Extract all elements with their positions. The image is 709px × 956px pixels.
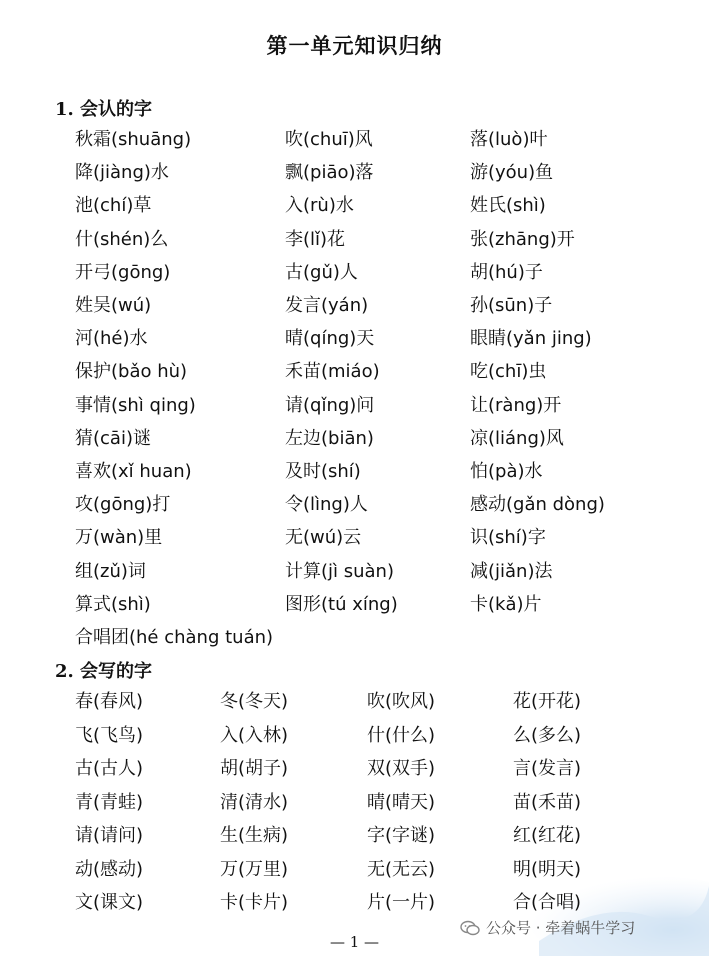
- vocab-item: 文(课文): [75, 892, 144, 913]
- watermark-text: 公众号 · 牵着蜗牛学习: [486, 919, 636, 937]
- page-number: — 1 —: [329, 933, 380, 951]
- vocab-item: 吃(chī)虫: [470, 361, 547, 383]
- vocab-item: 什(什么): [367, 724, 436, 746]
- vocab-item: 春(春风): [75, 691, 144, 712]
- vocab-item: 清(清水): [220, 791, 289, 813]
- vocab-item: 姓吴(wú): [75, 295, 152, 316]
- vocab-item: 降(jiàng)水: [75, 162, 169, 184]
- vocab-item: 请(请问): [75, 825, 144, 846]
- section-heading-write: 2. 会写的字: [55, 661, 153, 682]
- vocab-item: 万(wàn)里: [75, 527, 163, 549]
- vocab-item: 请(qǐng)问: [285, 394, 375, 416]
- vocab-item: 吹(chuī)风: [285, 129, 373, 150]
- vocab-item: 事情(shì qing): [75, 394, 196, 416]
- vocab-item: 开弓(gōng): [75, 261, 171, 283]
- vocab-item: 发言(yán): [285, 295, 369, 316]
- vocab-item: 游(yóu)鱼: [470, 162, 554, 184]
- vocab-item: 卡(卡片): [220, 892, 289, 913]
- vocab-item: 晴(qíng)天: [285, 328, 375, 350]
- vocab-item: 飞(飞鸟): [75, 724, 144, 746]
- vocab-item: 眼睛(yǎn jing): [470, 328, 592, 350]
- vocab-item: 胡(hú)子: [470, 261, 543, 283]
- vocab-item: 古(gǔ)人: [285, 261, 358, 283]
- vocab-item: 喜欢(xǐ huan): [75, 461, 192, 482]
- vocab-item: 池(chí)草: [75, 195, 152, 217]
- vocab-item: 合唱团(hé chàng tuán): [75, 627, 274, 648]
- vocab-item: 左边(biān): [285, 427, 374, 449]
- page-title: 第一单元知识归纳: [266, 33, 443, 58]
- vocab-item: 晴(晴天): [367, 791, 436, 813]
- vocab-item: 无(wú)云: [285, 527, 362, 549]
- vocab-item: 入(入林): [220, 724, 289, 746]
- vocab-item: 张(zhāng)开: [470, 228, 575, 250]
- vocab-item: 胡(胡子): [220, 758, 289, 779]
- vocab-item: 双(双手): [367, 758, 436, 779]
- vocab-item: 动(感动): [75, 858, 144, 880]
- vocab-item: 入(rù)水: [285, 195, 354, 217]
- vocab-item: 组(zǔ)词: [75, 560, 146, 582]
- vocab-item: 猜(cāi)谜: [75, 427, 151, 449]
- vocab-item: 河(hé)水: [75, 328, 148, 350]
- vocab-item: 什(shén)么: [75, 228, 169, 250]
- vocab-item: 李(lǐ)花: [285, 228, 346, 250]
- vocab-item: 苗(禾苗): [513, 791, 582, 813]
- vocab-item: 姓氏(shì): [470, 195, 546, 217]
- vocab-item: 红(红花): [513, 825, 582, 846]
- vocab-item: 落(luò)叶: [470, 129, 548, 150]
- vocab-item: 感动(gǎn dòng): [470, 494, 605, 516]
- vocab-item: 秋霜(shuāng): [75, 129, 192, 150]
- vocab-item: 生(生病): [220, 825, 289, 846]
- vocab-item: 青(青蛙): [75, 791, 144, 813]
- vocab-item: 怕(pà)水: [470, 461, 543, 482]
- vocab-item: 让(ràng)开: [470, 394, 562, 416]
- vocab-item: 合(合唱): [513, 892, 582, 913]
- vocab-item: 吹(吹风): [367, 691, 436, 712]
- vocab-item: 计算(jì suàn): [285, 560, 394, 582]
- vocab-item: 凉(liáng)风: [470, 427, 564, 449]
- vocab-item: 花(开花): [513, 691, 582, 712]
- vocab-item: 字(字谜): [367, 825, 436, 846]
- vocab-item: 飘(piāo)落: [285, 162, 374, 184]
- vocab-item: 万(万里): [220, 858, 289, 880]
- vocab-item: 冬(冬天): [220, 691, 289, 712]
- vocab-item: 减(jiǎn)法: [470, 560, 553, 582]
- vocab-item: 无(无云): [367, 858, 436, 880]
- vocab-item: 及时(shí): [285, 461, 361, 482]
- vocab-item: 片(一片): [367, 892, 436, 913]
- vocab-item: 攻(gōng)打: [75, 494, 171, 516]
- vocab-item: 卡(kǎ)片: [470, 593, 542, 615]
- vocab-item: 图形(tú xíng): [285, 593, 398, 615]
- vocab-item: 古(古人): [75, 758, 144, 779]
- section-heading-recognize: 1. 会认的字: [55, 99, 153, 120]
- vocab-item: 保护(bǎo hù): [75, 361, 188, 383]
- vocab-item: 禾苗(miáo): [285, 361, 380, 383]
- vocab-item: 令(lìng)人: [285, 494, 368, 516]
- vocab-item: 言(发言): [513, 758, 582, 779]
- vocab-item: 么(多么): [513, 724, 582, 746]
- vocab-item: 孙(sūn)子: [470, 295, 553, 316]
- vocab-item: 明(明天): [513, 858, 582, 880]
- vocab-item: 算式(shì): [75, 593, 151, 615]
- vocab-item: 识(shí)字: [470, 527, 546, 549]
